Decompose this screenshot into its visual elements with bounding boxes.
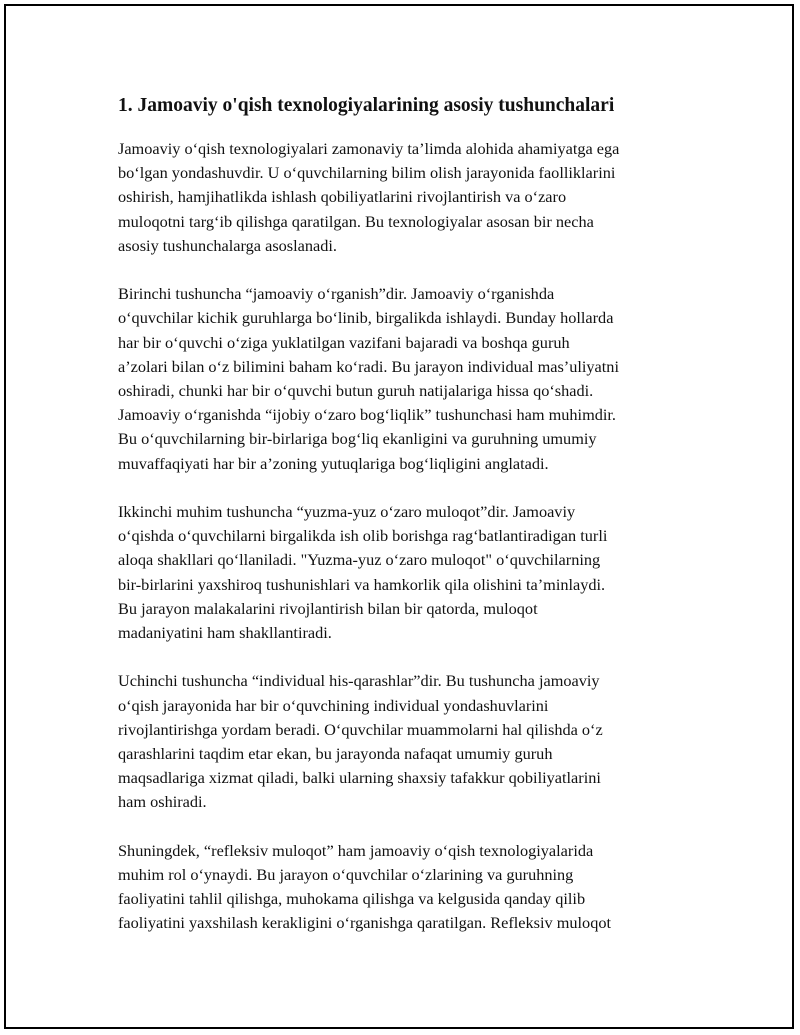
text-line: har bir o‘quvchi o‘ziga yuklatilgan vazifani bajaradi va boshqa guruh — [118, 332, 570, 352]
text-line: bir-birlarini yaxshiroq tushunishlari va hamkorlik qila olishini ta’minlaydi. — [118, 574, 606, 594]
text-line: Bu o‘quvchilarning bir-birlariga bog‘liq ekanligini va guruhning umumiy — [118, 429, 597, 449]
text-line: Jamoaviy o‘qish texnologiyalari zamonaviy ta’limda alohida ahamiyatga ega — [118, 139, 620, 158]
text-line: Birinchi tushuncha “jamoaviy o‘rganish”dir. Jamoaviy o‘rganishda — [118, 284, 555, 304]
text-line: o‘qishda o‘quvchilarni birgalikda ish olib borishga rag‘batlantiradigan turli — [118, 526, 608, 546]
text-line: maqsadlariga xizmat qiladi, balki ularning shaxsiy tafakkur qobiliyatlarini — [118, 768, 601, 788]
text-line: ham oshiradi. — [118, 792, 207, 812]
paragraph-third-concept — [118, 669, 688, 814]
paragraph-first-concept — [118, 282, 688, 476]
paragraph-second-concept — [118, 500, 688, 645]
text-line: aloqa shakllari qo‘llaniladi. "Yuzma-yuz o‘zaro muloqot" o‘quvchilarning — [118, 550, 601, 570]
text-line: Jamoaviy o‘rganishda “ijobiy o‘zaro bog‘liqlik” tushunchasi ham muhimdir. — [118, 405, 616, 425]
text-line: Shuningdek, “refleksiv muloqot” ham jamoaviy o‘qish texnologiyalarida — [118, 840, 594, 860]
text-line: a’zolari bilan o‘z bilimini baham ko‘radi. Bu jarayon individual mas’uliyatni — [118, 356, 619, 376]
text-line: oshiradi, chunki har bir o‘quvchi butun guruh natijalariga hissa qo‘shadi. — [118, 381, 594, 401]
paragraph-intro — [118, 137, 688, 258]
text-line: oshirish, hamjihatlikda ishlash qobiliyatlarini rivojlantirish va o‘zaro — [118, 187, 567, 207]
text-line: faoliyatini tahlil qilishga, muhokama qilishga va kelgusida qanday qilib — [118, 889, 586, 909]
text-line: qarashlarini taqdim etar ekan, bu jarayonda nafaqat umumiy guruh — [118, 744, 553, 764]
text-line: o‘quvchilar kichik guruhlarga bo‘linib, birgalikda ishlaydi. Bunday hollarda — [118, 308, 614, 328]
text-line: Bu jarayon malakalarini rivojlantirish bilan bir qatorda, muloqot — [118, 598, 538, 618]
text-line: asosiy tushunchalarga asoslanadi. — [118, 235, 337, 255]
text-line: bo‘lgan yondashuvdir. U o‘quvchilarning bilim olish jarayonida faolliklarini — [118, 163, 616, 183]
document-body — [118, 92, 688, 960]
section-heading: 1. Jamoaviy o'qish texnologiyalarining asosiy tushunchalari — [118, 95, 615, 116]
text-line: faoliyatini yaxshilash kerakligini o‘rganishga qaratilgan. Refleksiv muloqot — [118, 913, 612, 933]
text-line: muloqotni targ‘ib qilishga qaratilgan. Bu texnologiyalar asosan bir necha — [118, 211, 594, 231]
text-line: rivojlantirishga yordam beradi. O‘quvchilar muammolarni hal qilishda o‘z — [118, 719, 603, 739]
text-line: muvaffaqiyati har bir a’zoning yutuqlariga bog‘liqligini anglatadi. — [118, 453, 549, 473]
text-line: muhim rol o‘ynaydi. Bu jarayon o‘quvchilar o‘zlarining va guruhning — [118, 865, 574, 885]
text-line: Ikkinchi muhim tushuncha “yuzma-yuz o‘zaro muloqot”dir. Jamoaviy — [118, 502, 576, 522]
paragraph-reflective-dialogue — [118, 839, 688, 936]
text-line: madaniyatini ham shakllantiradi. — [118, 623, 332, 643]
text-line: o‘qish jarayonida har bir o‘quvchining individual yondashuvlarini — [118, 695, 549, 715]
text-line: Uchinchi tushuncha “individual his-qarashlar”dir. Bu tushuncha jamoaviy — [118, 671, 600, 691]
